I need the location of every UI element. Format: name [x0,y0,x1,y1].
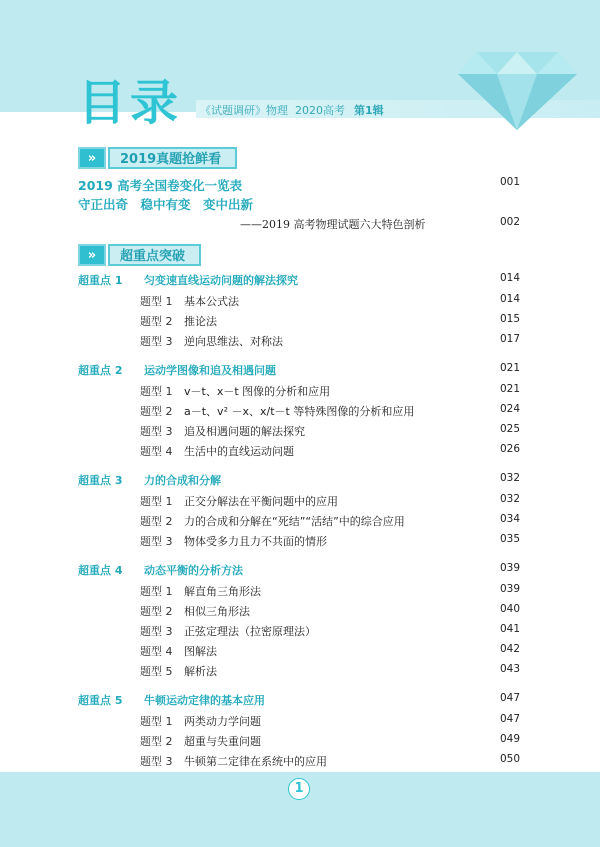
chapter-number: 超重点 5 [78,694,123,707]
topic-number: 题型 3 [140,425,173,438]
topic-title: 逆向思维法、对称法 [184,335,283,348]
topic-number: 题型 2 [140,605,173,618]
topic-entry[interactable] [140,493,520,511]
section-label: 超重点突破 [108,244,201,266]
chapter-entry[interactable] [78,692,520,710]
chapter-title: 匀变速直线运动问题的解法探究 [144,274,298,287]
topic-entry[interactable] [140,443,520,461]
series-name: 《试题调研》物理 [200,104,288,117]
topic-number: 题型 3 [140,535,173,548]
page-title: 目录 [78,75,183,131]
page-number: 1 [288,778,310,800]
topic-entry[interactable] [140,583,520,601]
topic-entry[interactable] [140,533,520,551]
section-label: 2019真题抢鲜看 [108,147,237,169]
toc-entry[interactable] [78,176,520,194]
topic-title: 正交分解法在平衡问题中的应用 [184,495,338,508]
chapter-number: 超重点 3 [78,474,123,487]
book-subtitle [200,102,384,118]
topic-number: 题型 5 [140,665,173,678]
topic-title: 生活中的直线运动问题 [184,445,294,458]
topic-number: 题型 1 [140,715,173,728]
topic-number: 题型 4 [140,445,173,458]
topic-entry[interactable] [140,383,520,401]
topic-page: 040 [499,603,520,615]
chapter-title: 力的合成和分解 [144,474,221,487]
topic-title: 牛顿第二定律在系统中的应用 [184,755,327,768]
topic-entry[interactable] [140,663,520,681]
topic-page: 041 [499,623,520,635]
topic-number: 题型 3 [140,755,173,768]
topic-page: 035 [499,533,520,545]
topic-page: 025 [499,423,520,435]
topic-entry[interactable] [140,333,520,351]
topic-title: 追及相遇问题的解法探究 [184,425,305,438]
topic-title: 两类动力学问题 [184,715,261,728]
chapter-number: 超重点 1 [78,274,123,287]
topic-number: 题型 1 [140,495,173,508]
topic-entry[interactable] [140,293,520,311]
chapter-page: 021 [499,362,520,374]
topic-title: 解直角三角形法 [184,585,261,598]
chapter-number: 超重点 4 [78,564,123,577]
toc-entry[interactable] [240,216,520,234]
topic-number: 题型 2 [140,735,173,748]
entry-title: 守正出奇 稳中有变 变中出新 [78,197,254,212]
topic-title: a－t、v² －x、x/t－t 等特殊图像的分析和应用 [184,405,415,418]
topic-number: 题型 3 [140,335,173,348]
toc-entry[interactable] [78,195,520,213]
double-chevron-icon: » [78,147,106,169]
chapter-entry[interactable] [78,272,520,290]
topic-number: 题型 1 [140,585,173,598]
chapter-page: 014 [499,272,520,284]
topic-page: 034 [499,513,520,525]
topic-page: 021 [499,383,520,395]
entry-title: 2019 高考全国卷变化一览表 [78,178,243,193]
topic-entry[interactable] [140,713,520,731]
topic-page: 050 [499,753,520,765]
topic-page: 043 [499,663,520,675]
section-tag-real-exam [78,147,237,169]
topic-entry[interactable] [140,623,520,641]
chapter-title: 动态平衡的分析方法 [144,564,243,577]
topic-number: 题型 1 [140,295,173,308]
topic-title: 物体受多力且力不共面的情形 [184,535,327,548]
topic-entry[interactable] [140,753,520,771]
topic-title: 图解法 [184,645,217,658]
topic-page: 042 [499,643,520,655]
topic-number: 题型 2 [140,315,173,328]
topic-title: 超重与失重问题 [184,735,261,748]
topic-entry[interactable] [140,313,520,331]
topic-number: 题型 3 [140,625,173,638]
chapter-entry[interactable] [78,362,520,380]
chapter-page: 047 [499,692,520,704]
exam-year: 2020高考 [295,104,345,117]
topic-entry[interactable] [140,643,520,661]
topic-page: 032 [499,493,520,505]
topic-page: 014 [499,293,520,305]
topic-title: 正弦定理法（拉密原理法） [184,625,316,638]
entry-page: 001 [499,176,520,188]
section-tag-key-points [78,244,201,266]
chapter-title: 牛顿运动定律的基本应用 [144,694,265,707]
entry-title: ——2019 高考物理试题六大特色剖析 [240,218,426,231]
topic-number: 题型 4 [140,645,173,658]
entry-page: 002 [499,216,520,228]
topic-title: 力的合成和分解在“死结”“活结”中的综合应用 [184,515,405,528]
diamond-icon [455,42,580,132]
topic-page: 039 [499,583,520,595]
topic-title: 推论法 [184,315,217,328]
chapter-number: 超重点 2 [78,364,123,377]
topic-page: 047 [499,713,520,725]
topic-entry[interactable] [140,513,520,531]
topic-title: 基本公式法 [184,295,239,308]
chapter-entry[interactable] [78,562,520,580]
topic-number: 题型 2 [140,515,173,528]
topic-page: 024 [499,403,520,415]
topic-title: 解析法 [184,665,217,678]
volume-label: 第1辑 [354,104,384,117]
chapter-entry[interactable] [78,472,520,490]
topic-entry[interactable] [140,403,520,421]
topic-entry[interactable] [140,603,520,621]
topic-entry[interactable] [140,733,520,751]
topic-page: 026 [499,443,520,455]
topic-number: 题型 2 [140,405,173,418]
topic-page: 015 [499,313,520,325]
topic-number: 题型 1 [140,385,173,398]
topic-entry[interactable] [140,423,520,441]
topic-title: v－t、x－t 图像的分析和应用 [184,385,331,398]
chapter-page: 039 [499,562,520,574]
topic-title: 相似三角形法 [184,605,250,618]
topic-page: 017 [499,333,520,345]
chapter-title: 运动学图像和追及相遇问题 [144,364,276,377]
topic-page: 049 [499,733,520,745]
chapter-page: 032 [499,472,520,484]
double-chevron-icon: » [78,244,106,266]
